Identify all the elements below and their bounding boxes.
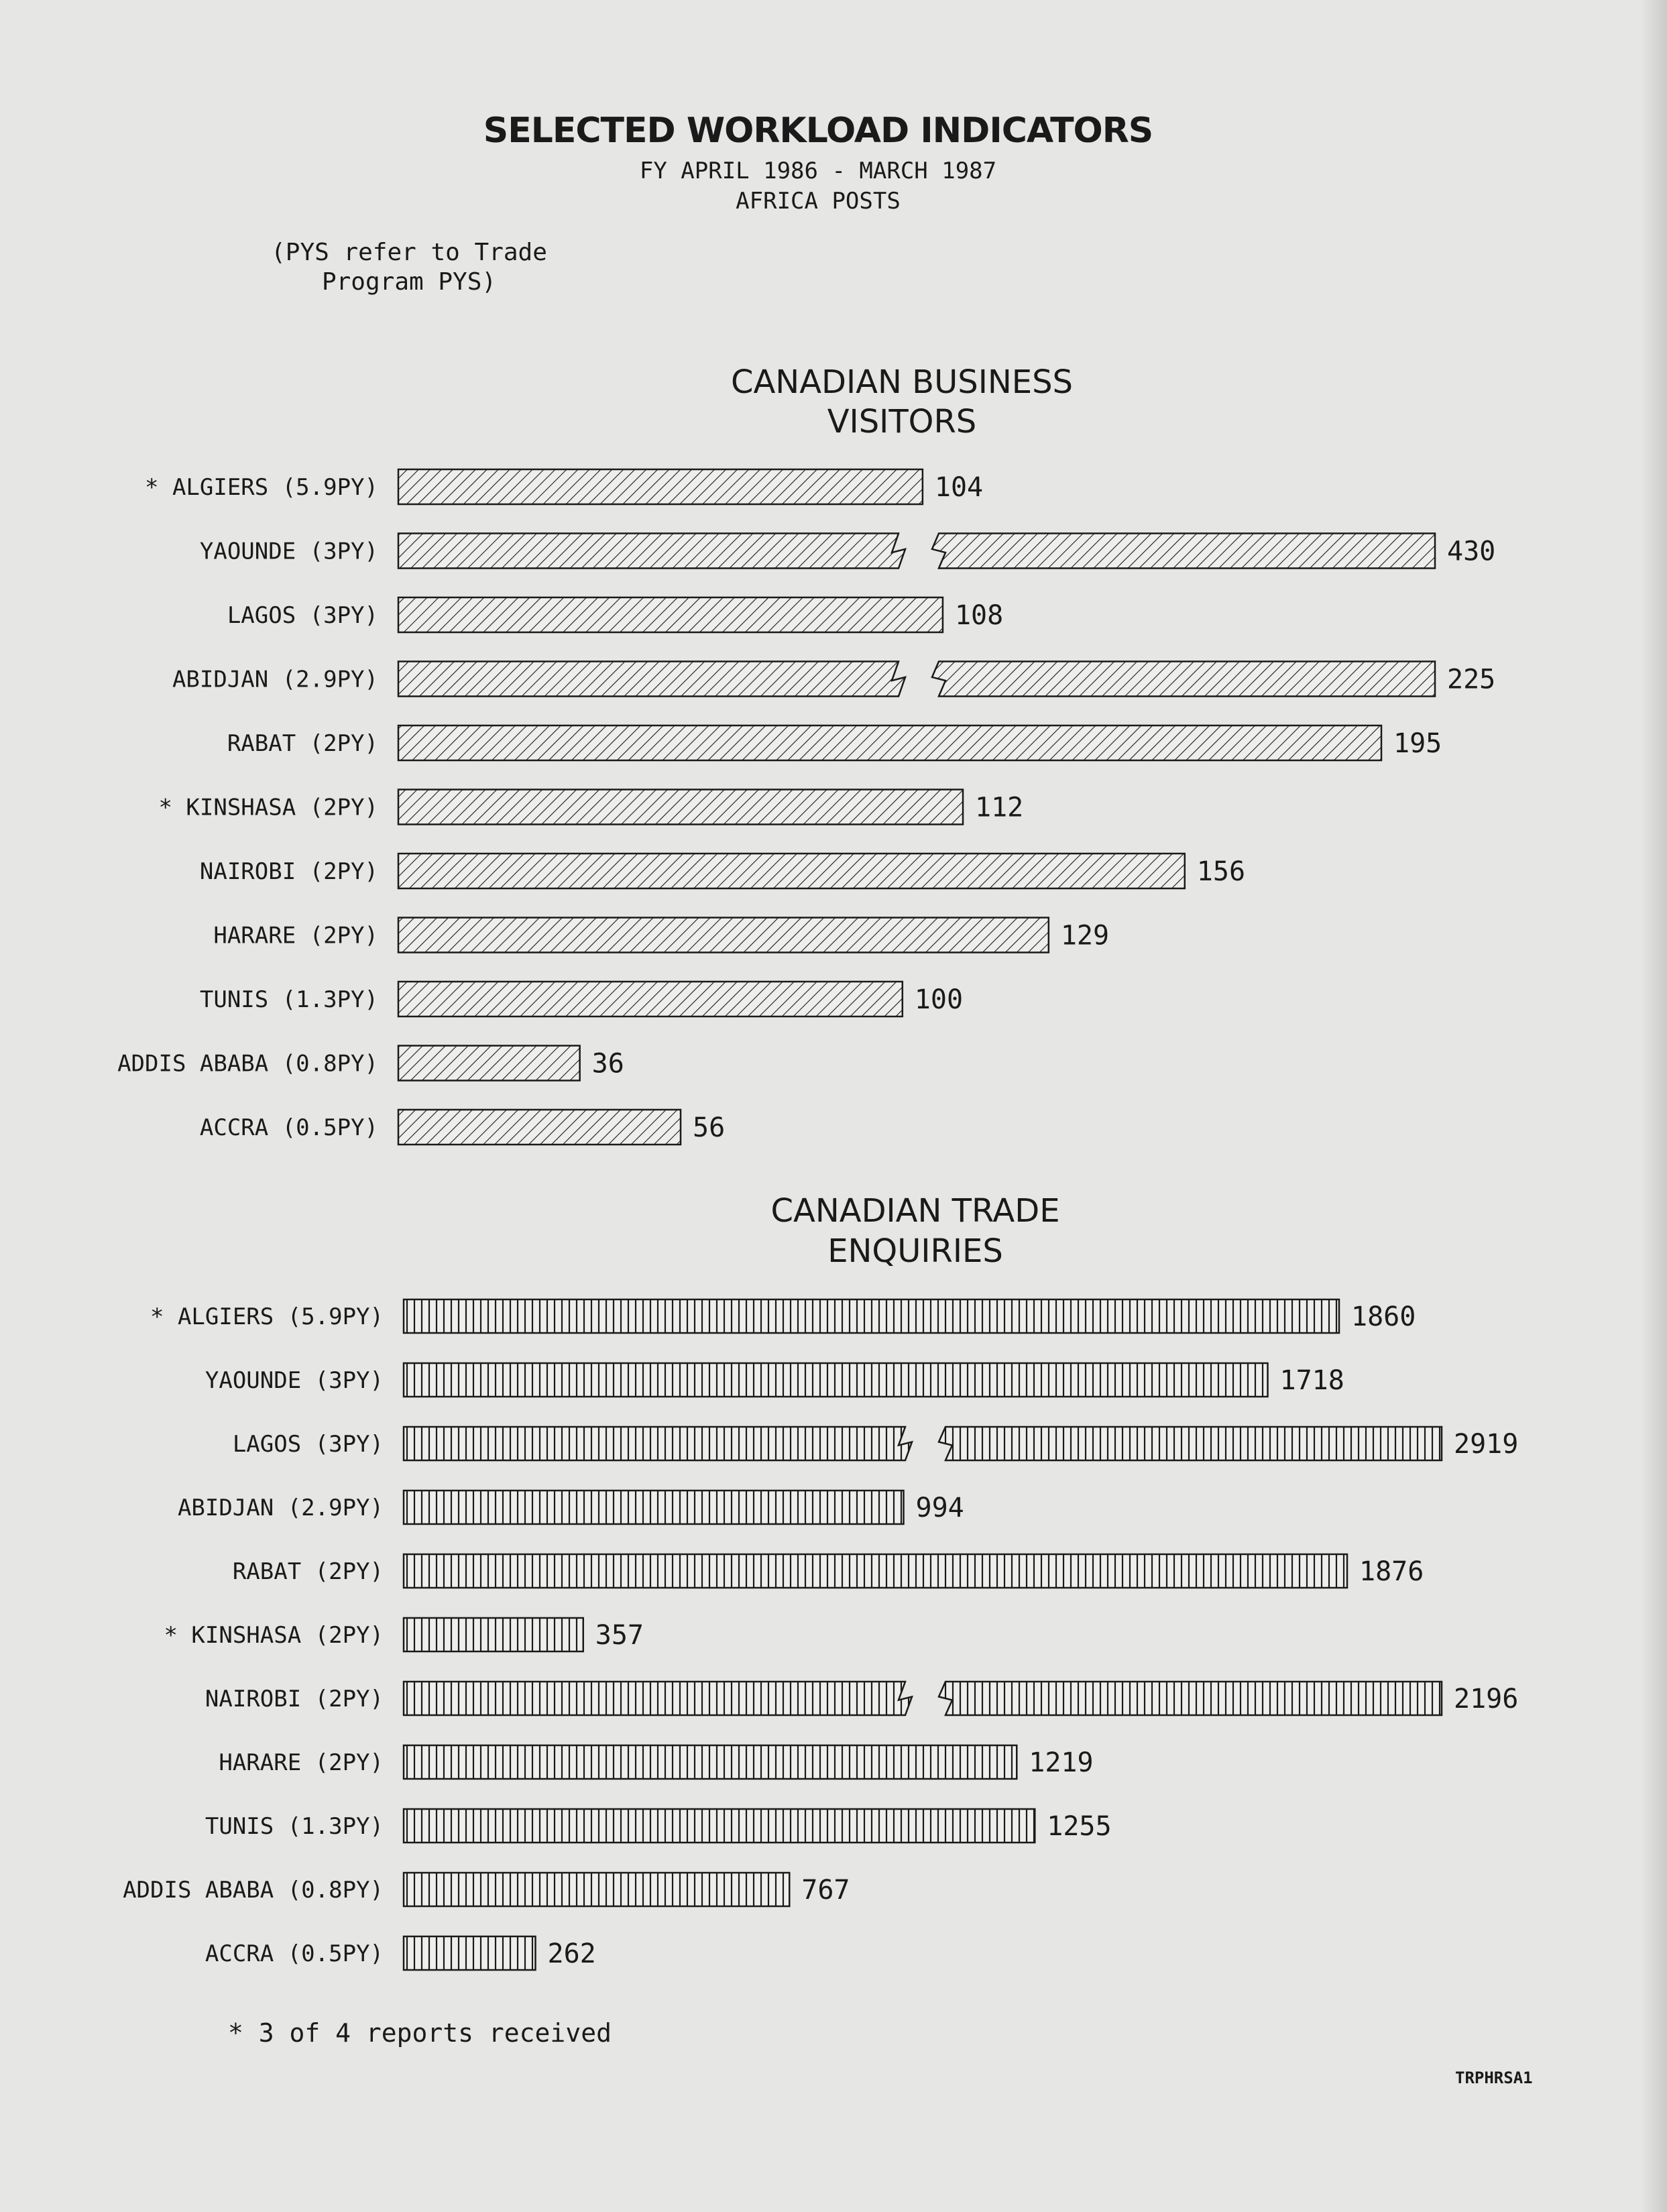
bar: [404, 1809, 1035, 1843]
value-label: 1718: [1279, 1365, 1344, 1396]
category-label: NAIROBI (2PY): [199, 858, 378, 885]
bar-segment-left: [404, 1427, 912, 1460]
value-label: 2919: [1454, 1429, 1519, 1460]
bar: [404, 1299, 1339, 1333]
bar: [398, 982, 903, 1016]
category-label: * ALGIERS (5.9PY): [145, 474, 378, 501]
bar-segment-left: [404, 1682, 912, 1715]
bar-segment-right: [932, 662, 1435, 697]
category-label: * KINSHASA (2PY): [164, 1622, 384, 1649]
region-subtitle: AFRICA POSTS: [736, 188, 901, 215]
bar-segment-right: [939, 1682, 1442, 1715]
value-label: 36: [591, 1048, 624, 1080]
value-label: 1219: [1029, 1747, 1094, 1778]
category-label: * KINSHASA (2PY): [158, 794, 378, 821]
footnote: * 3 of 4 reports received: [228, 2018, 612, 2048]
category-label: LAGOS (3PY): [227, 602, 378, 629]
value-label: 1860: [1351, 1301, 1416, 1332]
pys-note-line2: Program PYS): [321, 268, 497, 296]
bar-segment-left: [398, 662, 905, 697]
chart-title-line: ENQUIRIES: [827, 1232, 1003, 1270]
category-label: RABAT (2PY): [227, 730, 378, 757]
bar: [398, 1110, 681, 1145]
category-label: ACCRA (0.5PY): [199, 1114, 378, 1141]
category-label: ADDIS ABABA (0.8PY): [117, 1050, 378, 1078]
page-title: SELECTED WORKLOAD INDICATORS: [483, 111, 1153, 151]
category-label: YAOUNDE (3PY): [205, 1367, 384, 1394]
category-label: LAGOS (3PY): [232, 1431, 384, 1458]
bar: [404, 1554, 1347, 1588]
category-label: ABIDJAN (2.9PY): [172, 666, 378, 693]
category-label: ACCRA (0.5PY): [205, 1940, 384, 1967]
value-label: 357: [595, 1620, 644, 1651]
value-label: 112: [975, 792, 1024, 823]
bar: [398, 1046, 580, 1081]
reference-code: TRPHRSA1: [1455, 2069, 1533, 2087]
bar-segment-left: [398, 534, 905, 569]
bar: [404, 1936, 536, 1970]
chart-title-line: CANADIAN BUSINESS: [730, 363, 1074, 401]
category-label: HARARE (2PY): [219, 1749, 384, 1776]
bar: [398, 790, 963, 825]
bar-segment-right: [932, 534, 1435, 569]
category-label: TUNIS (1.3PY): [199, 986, 378, 1013]
bar: [404, 1745, 1017, 1779]
value-label: 994: [915, 1493, 964, 1523]
period-subtitle: FY APRIL 1986 - MARCH 1987: [639, 158, 997, 184]
bar: [404, 1618, 583, 1651]
chart-title-line: CANADIAN TRADE: [770, 1192, 1060, 1230]
value-label: 1255: [1047, 1811, 1112, 1842]
category-label: HARARE (2PY): [213, 922, 378, 949]
value-label: 195: [1393, 728, 1442, 759]
value-label: 2196: [1454, 1684, 1519, 1714]
value-label: 56: [693, 1112, 726, 1143]
category-label: * ALGIERS (5.9PY): [150, 1303, 384, 1330]
bar-segment-right: [939, 1427, 1442, 1460]
bar: [404, 1873, 789, 1906]
value-label: 100: [914, 984, 964, 1015]
value-label: 225: [1447, 664, 1496, 695]
value-label: 767: [801, 1875, 850, 1906]
business-visitors-chart: [117, 363, 1495, 1145]
chart-title-line: VISITORS: [827, 403, 977, 441]
value-label: 129: [1060, 920, 1110, 951]
bar: [398, 469, 923, 504]
value-label: 1876: [1359, 1556, 1424, 1587]
category-label: NAIROBI (2PY): [205, 1686, 384, 1712]
category-label: YAOUNDE (3PY): [199, 538, 378, 565]
category-label: ADDIS ABABA (0.8PY): [123, 1877, 384, 1904]
bar: [398, 854, 1185, 888]
category-label: TUNIS (1.3PY): [205, 1813, 384, 1840]
bar: [404, 1491, 904, 1524]
bar: [398, 725, 1381, 760]
value-label: 104: [934, 472, 984, 503]
category-label: RABAT (2PY): [232, 1558, 384, 1585]
bar: [398, 597, 943, 632]
category-label: ABIDJAN (2.9PY): [177, 1495, 384, 1521]
value-label: 108: [954, 600, 1004, 631]
bar: [398, 918, 1049, 953]
trade-enquiries-chart: [123, 1192, 1518, 1970]
pys-note-line1: (PYS refer to Trade: [271, 239, 547, 266]
value-label: 156: [1196, 856, 1246, 887]
bar: [404, 1363, 1268, 1397]
value-label: 262: [547, 1938, 596, 1969]
value-label: 430: [1447, 536, 1496, 567]
